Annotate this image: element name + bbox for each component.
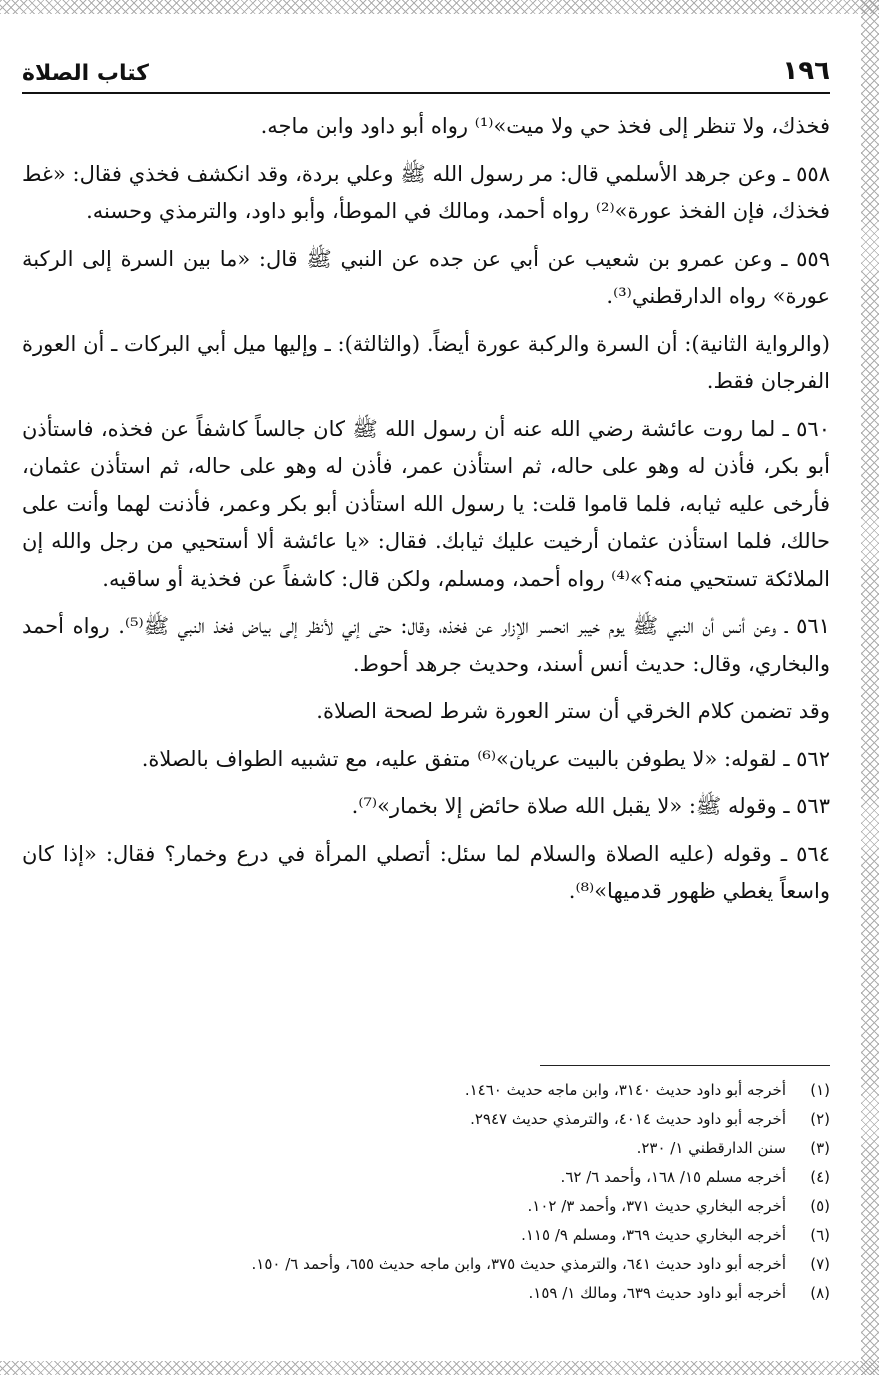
main-text — [22, 108, 830, 921]
paragraph: ٥٦٤ ـ وقوله (عليه الصلاة والسلام لما سئل: أتصلي المرأة في درع وخمار؟ فقال: «إذا كان واسعاً يغطي ظهور قدميها»⁽⁸⁾. — [22, 841, 830, 903]
footnote — [22, 1105, 830, 1134]
footnote — [22, 1250, 830, 1279]
footnote-text: أخرجه البخاري حديث ٣٦٩، ومسلم ٩/ ١١٥. — [521, 1226, 786, 1244]
decorative-border-right — [861, 0, 879, 1375]
footnote — [22, 1163, 830, 1192]
footnote-number: (١) — [810, 1081, 830, 1099]
footnote-text: سنن الدارقطني ١/ ٢٣٠. — [636, 1139, 786, 1157]
decorative-border-top — [0, 0, 879, 14]
footnote — [22, 1221, 830, 1250]
footnote — [22, 1279, 830, 1308]
footnote-text: أخرجه أبو داود حديث ٦٤١، والترمذي حديث ٣٧٥، وابن ماجه حديث ٦٥٥، وأحمد ٦/ ١٥٠. — [251, 1255, 786, 1273]
footnote — [22, 1076, 830, 1105]
footnote — [22, 1134, 830, 1163]
footnote-number: (٦) — [810, 1226, 830, 1244]
footnote-text: أخرجه مسلم ١٥/ ١٦٨، وأحمد ٦/ ٦٢. — [560, 1168, 786, 1186]
header-rule — [22, 92, 830, 94]
paragraph: ٥٦٠ ـ لما روت عائشة رضي الله عنه أن رسول الله ﷺ كان جالساً كاشفاً عن فخذه، فاستأذن أبو بكر، فأذن له وهو على حاله، ثم استأذن عمر، فأذن له وهو على حاله، ثم استأذن عثمان، فأرخى عليه ثيابه، فلما قاموا قلت: يا رسول الله استأذن أبو بكر وعمر، فأذنت لهما وأنت على حالك، فلما استأذن عثمان أرخيت عليك ثيابك. فقال: «يا عائشة ألا أستحيي من رجل والله إن الملائكة تستحيي منه؟»⁽⁴⁾ رواه أحمد، ومسلم، ولكن قال: كاشفاً عن فخذية أو ساقيه. — [22, 416, 830, 591]
paragraph: ٥٥٨ ـ وعن جرهد الأسلمي قال: مر رسول الله ﷺ وعلي بردة، وقد انكشف فخذي فقال: «غط فخذك، فإن الفخذ عورة»⁽²⁾ رواه أحمد، ومالك في الموطأ، وأبو داود، والترمذي وحسنه. — [22, 161, 830, 223]
page-number: ١٩٦ — [782, 56, 830, 86]
paragraph: ٥٦١ ـ وعن أنس أن النبي ﷺ يوم خيبر انحسر الإزار عن فخذه، وقال: حتى إني لأنظر إلى بياض فخذ النبي ﷺ⁽⁵⁾. رواه أحمد والبخاري، وقال: حديث أنس أسند، وحديث جرهد أحوط. — [22, 614, 830, 676]
footnote-text: أخرجه أبو داود حديث ٦٣٩، ومالك ١/ ١٥٩. — [528, 1284, 786, 1302]
footnote-text: أخرجه البخاري حديث ٣٧١، وأحمد ٣/ ١٠٢. — [527, 1197, 786, 1215]
footnote-number: (٤) — [810, 1168, 830, 1186]
paragraph: فخذك، ولا تنظر إلى فخذ حي ولا ميت»⁽¹⁾ رواه أبو داود وابن ماجه. — [260, 114, 830, 138]
footnote-number: (٢) — [810, 1110, 830, 1128]
footnote-number: (٧) — [810, 1255, 830, 1273]
paragraph: ٥٦٣ ـ وقوله ﷺ: «لا يقبل الله صلاة حائض إلا بخمار»⁽⁷⁾. — [351, 794, 830, 818]
book-title: كتاب الصلاة — [22, 61, 149, 86]
footnote-number: (٨) — [810, 1284, 830, 1302]
footnote-number: (٣) — [810, 1139, 830, 1157]
footnote-text: أخرجه أبو داود حديث ٣١٤٠، وابن ماجه حديث ١٤٦٠. — [464, 1081, 786, 1099]
footnotes — [22, 1076, 830, 1308]
footnote — [22, 1192, 830, 1221]
paragraph: ٥٦٢ ـ لقوله: «لا يطوفن بالبيت عريان»⁽⁶⁾ متفق عليه، مع تشبيه الطواف بالصلاة. — [141, 746, 830, 771]
paragraph: ٥٥٩ ـ وعن عمرو بن شعيب عن أبي عن جده عن النبي ﷺ قال: «ما بين السرة إلى الركبة عورة» رواه الدارقطني⁽³⁾. — [22, 246, 830, 308]
footnote-text: أخرجه أبو داود حديث ٤٠١٤، والترمذي حديث ٢٩٤٧. — [470, 1110, 786, 1128]
paragraph: وقد تضمن كلام الخرقي أن ستر العورة شرط لصحة الصلاة. — [316, 699, 830, 723]
footnote-number: (٥) — [810, 1197, 830, 1215]
running-header — [22, 52, 830, 86]
decorative-border-bottom — [0, 1361, 879, 1375]
paragraph: (والرواية الثانية): أن السرة والركبة عورة أيضاً. (والثالثة): ـ وإليها ميل أبي البركات ـ أن العورة الفرجان فقط. — [22, 331, 830, 393]
